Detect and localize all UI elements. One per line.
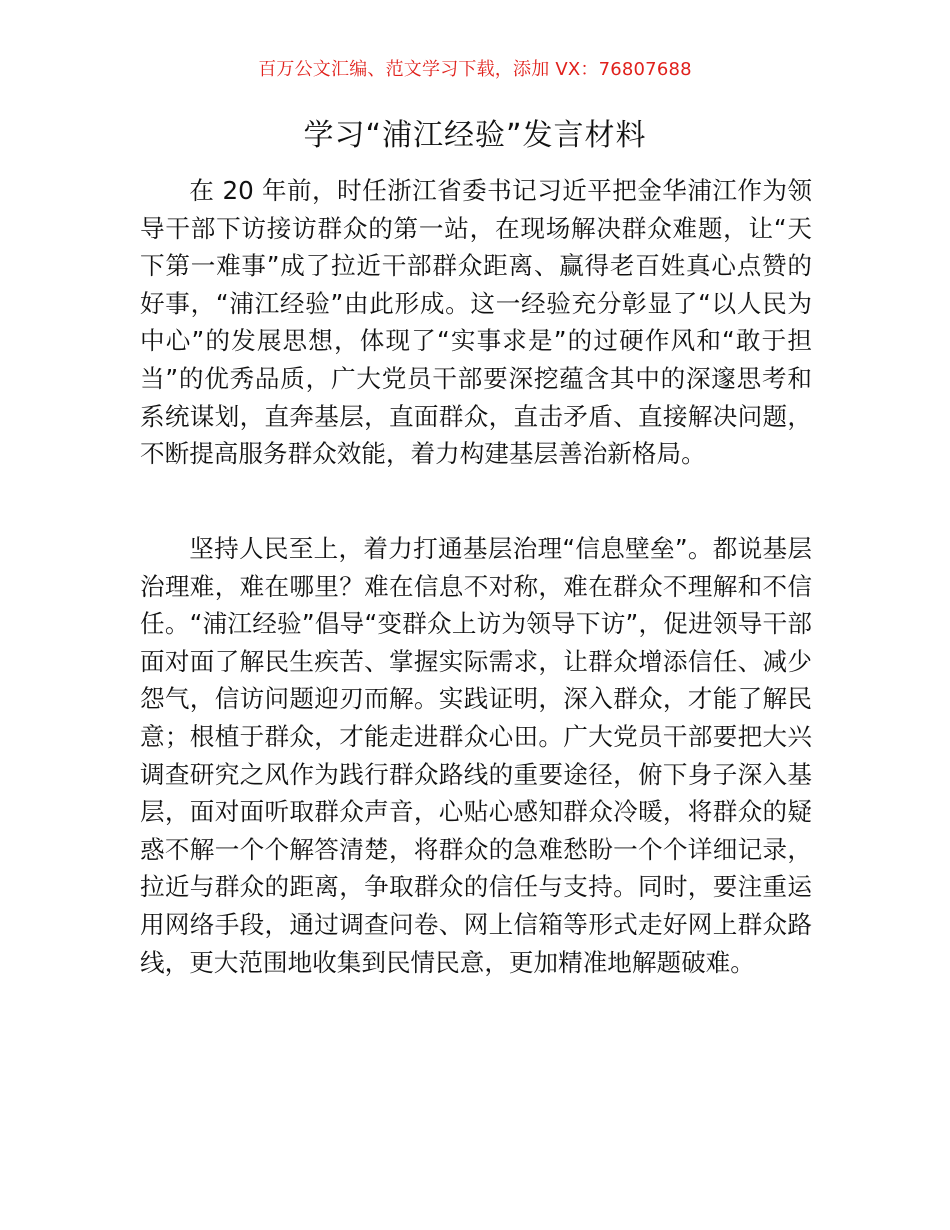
body-paragraph-1: 在 20 年前，时任浙江省委书记习近平把金华浦江作为领导干部下访接访群众的第一站，在现场解决群众难题，让“天下第一难事”成了拉近干部群众距离、赢得老百姓真心点赞的好事，“浦江经验”由此形成。这一经验充分彰显了“以人民为中心”的发展思想，体现了“实事求是”的过硬作风和“敢于担当”的优秀品质，广大党员干部要深挖蕴含其中的深邃思考和系统谋划，直奔基层，直面群众，直击矛盾、直接解决问题，不断提高服务群众效能，着力构建基层善治新格局。 (140, 176, 812, 469)
document-title: 学习“浦江经验”发言材料 (303, 118, 647, 153)
header-promo-note: 百万公文汇编、范文学习下载，添加 VX：76807688 (258, 59, 692, 80)
body-paragraph-2: 坚持人民至上，着力打通基层治理“信息壁垒”。都说基层治理难，难在哪里？难在信息不对称，难在群众不理解和不信任。“浦江经验”倡导“变群众上访为领导下访”，促进领导干部面对面了解民生疾苦、掌握实际需求，让群众增添信任、减少怨气，信访问题迎刃而解。实践证明，深入群众，才能了解民意；根植于群众，才能走进群众心田。广大党员干部要把大兴调查研究之风作为践行群众路线的重要途径，俯下身子深入基层，面对面听取群众声音，心贴心感知群众冷暖，将群众的疑惑不解一个个解答清楚，将群众的急难愁盼一个个详细记录，拉近与群众的距离，争取群众的信任与支持。同时，要注重运用网络手段，通过调查问卷、网上信箱等形式走好网上群众路线，更大范围地收集到民情民意，更加精准地解题破难。 (140, 534, 812, 977)
